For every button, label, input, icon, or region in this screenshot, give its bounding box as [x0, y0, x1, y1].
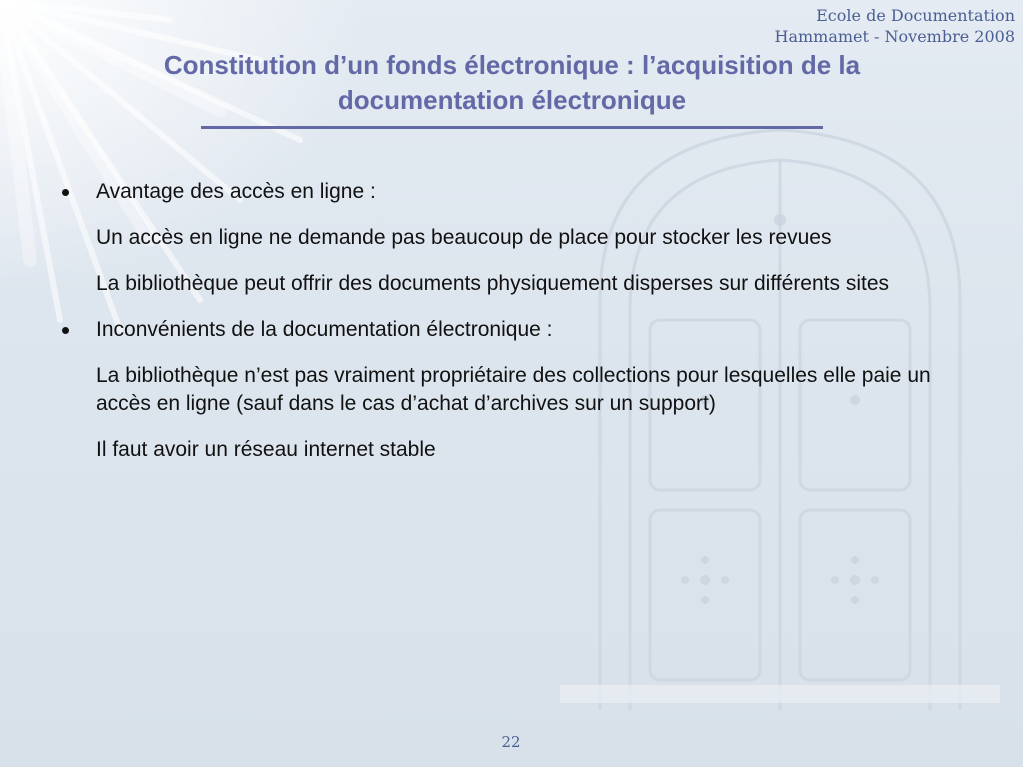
slide-title-line-2: documentation électronique: [337, 85, 687, 115]
bullet-label: Avantage des accès en ligne :: [96, 180, 376, 203]
header-school-name: Ecole de Documentation: [816, 6, 1015, 25]
page-number: 22: [501, 733, 521, 751]
header-location-date: Hammamet - Novembre 2008: [774, 27, 1015, 46]
header-school-info: [775, 5, 1016, 47]
bullet-item: [60, 178, 960, 206]
bullet-paragraph: Un accès en ligne ne demande pas beaucoup de place pour stocker les revues: [96, 226, 832, 249]
slide-body: [60, 178, 960, 482]
bullet-label: Inconvénients de la documentation électronique :: [96, 318, 553, 341]
bullet-paragraph: La bibliothèque n’est pas vraiment propriétaire des collections pour lesquelles elle paie un accès en ligne (sauf dans le cas d’achat d’archives sur un support): [96, 364, 931, 415]
title-underline: [201, 126, 823, 129]
bullet-paragraph: Il faut avoir un réseau internet stable: [96, 438, 436, 461]
slide-title-line-1: Constitution d’un fonds électronique : l’acquisition de la: [163, 50, 861, 80]
slide-title: [60, 48, 964, 118]
bullet-paragraph: La bibliothèque peut offrir des documents physiquement disperses sur différents sites: [96, 272, 890, 295]
bullet-item: [60, 316, 960, 344]
bullet-dot-icon: [62, 327, 69, 334]
bullet-dot-icon: [62, 189, 69, 196]
